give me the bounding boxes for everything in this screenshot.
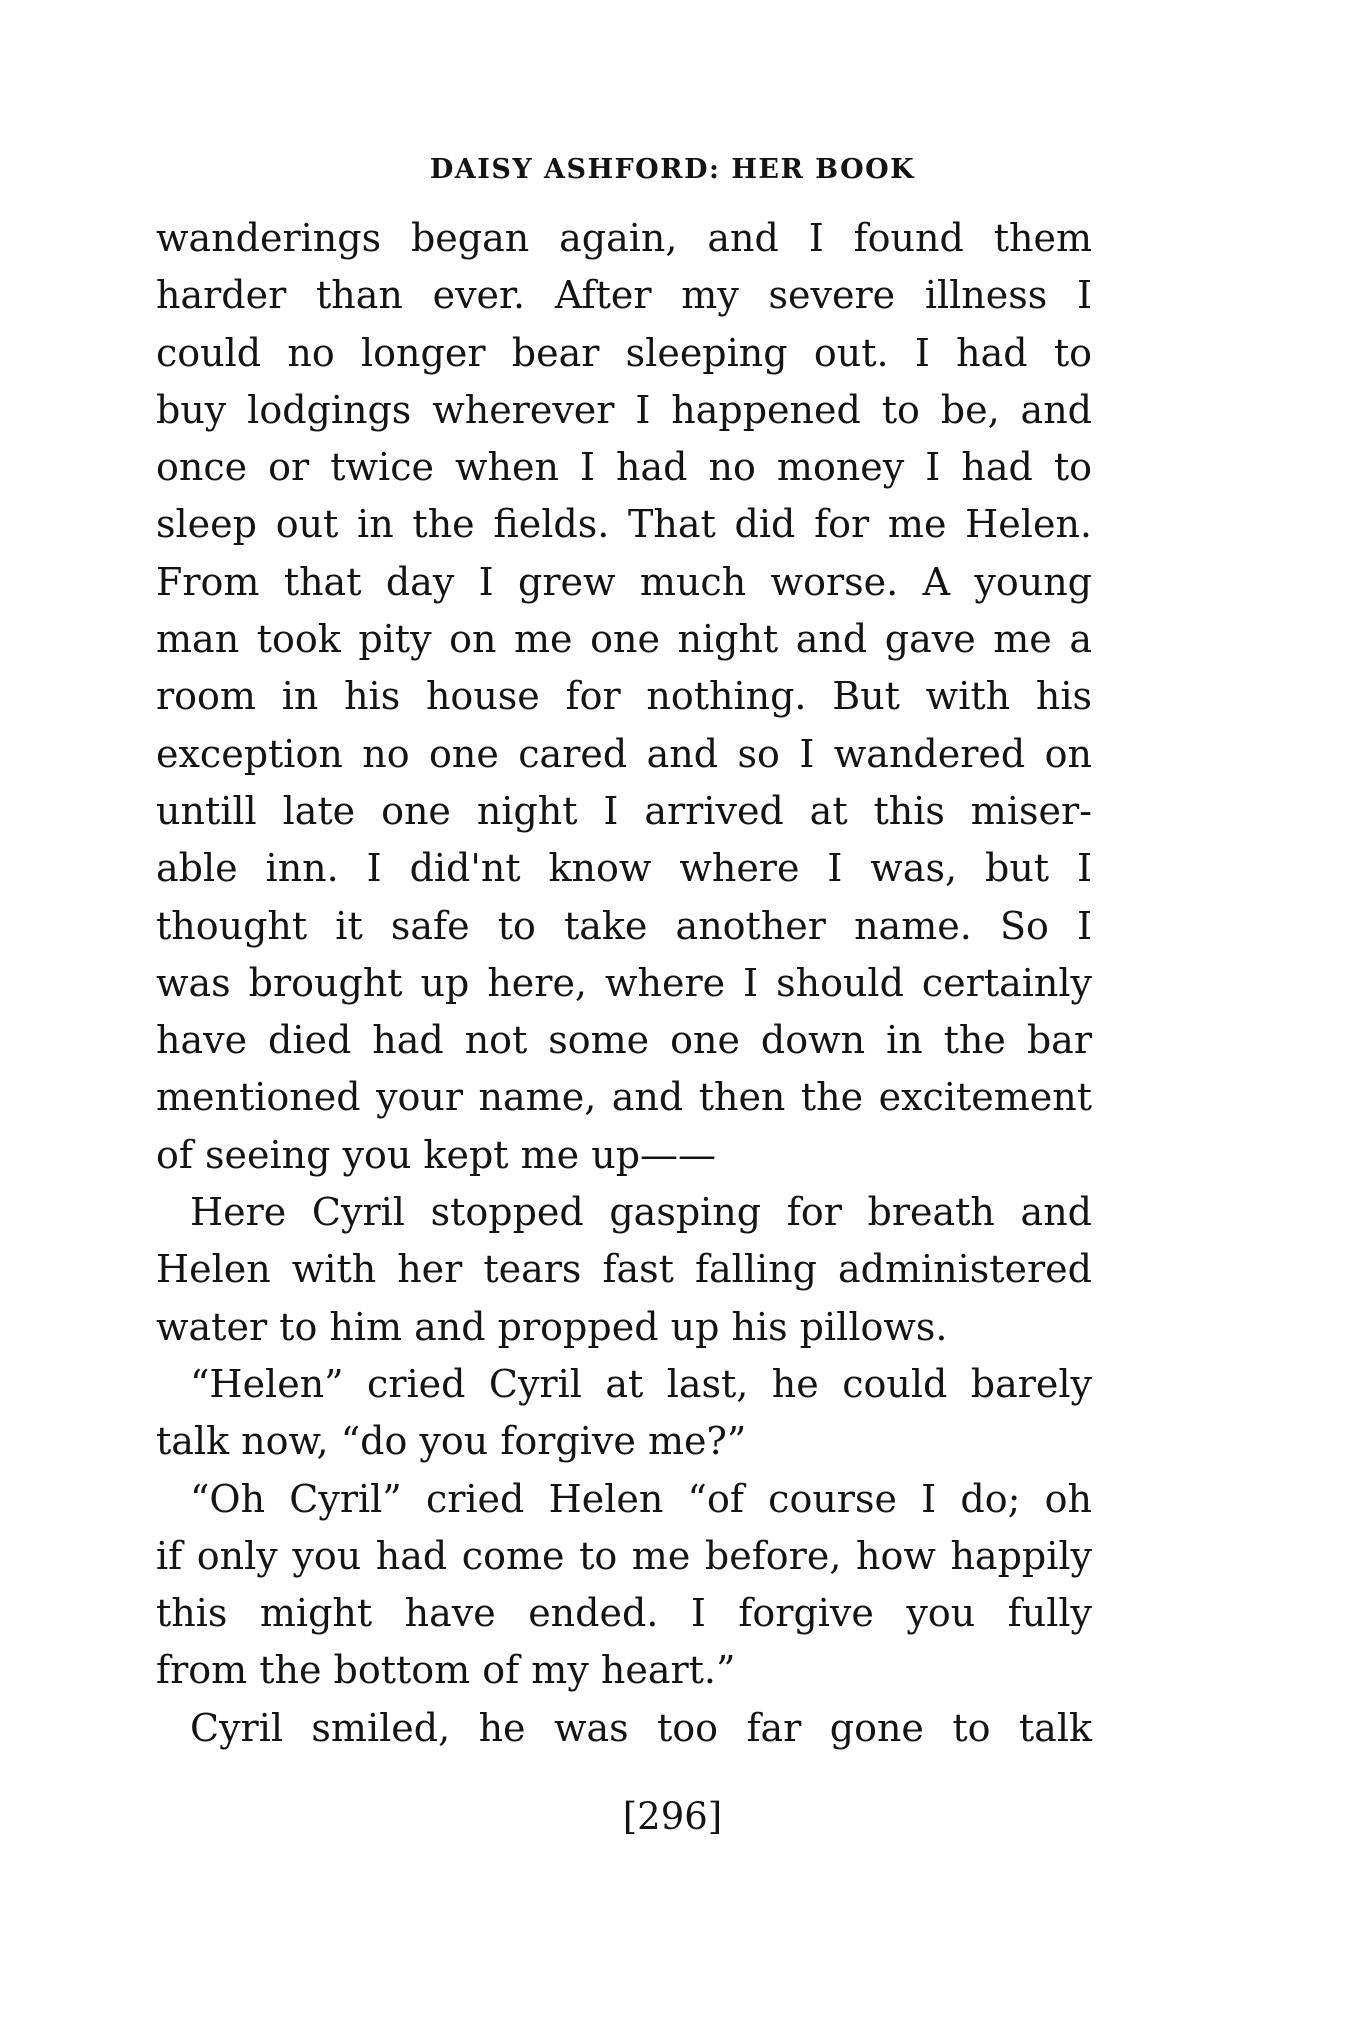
text-line: from the bottom of my heart.” [156, 1648, 736, 1693]
text-line: able inn. I did'nt know where I was, but I [156, 846, 1092, 891]
text-line: “Helen” cried Cyril at last, he could barely [190, 1361, 1092, 1406]
text-line: sleep out in the fields. That did for me Helen. [156, 502, 1092, 547]
text-line: have died had not some one down in the bar [156, 1018, 1092, 1063]
text-line: untill late one night I arrived at this miser- [156, 788, 1092, 833]
text-line: if only you had come to me before, how happily [156, 1533, 1092, 1578]
text-line: wanderings began again, and I found them [156, 216, 1092, 260]
text-line: once or twice when I had no money I had to [156, 445, 1092, 490]
text-line: mentioned your name, and then the excitement [156, 1075, 1092, 1120]
body-text [156, 210, 1092, 1757]
text-line: of seeing you kept me up—— [156, 1132, 717, 1177]
text-line: harder than ever. After my severe illness I [156, 273, 1092, 318]
text-line: exception no one cared and so I wandered on [156, 731, 1092, 776]
running-head: DAISY ASHFORD: HER BOOK [429, 154, 916, 185]
text-line: talk now, “do you forgive me?” [156, 1419, 747, 1464]
text-line: Cyril smiled, he was too far gone to talk [190, 1705, 1092, 1750]
text-line: “Oh Cyril” cried Helen “of course I do; oh [190, 1476, 1092, 1521]
text-line: room in his house for nothing. But with his [156, 674, 1092, 719]
text-line: this might have ended. I forgive you fully [156, 1591, 1092, 1636]
text-line: could no longer bear sleeping out. I had to [156, 330, 1092, 375]
page-number: [296] [622, 1795, 723, 1838]
text-line: was brought up here, where I should certainly [156, 960, 1092, 1005]
text-line: buy lodgings wherever I happened to be, and [156, 387, 1092, 432]
text-line: thought it safe to take another name. So I [156, 903, 1092, 948]
text-line: water to him and propped up his pillows. [156, 1304, 948, 1349]
text-line: Helen with her tears fast falling administered [156, 1247, 1092, 1292]
text-line: From that day I grew much worse. A young [156, 559, 1092, 604]
text-line: man took pity on me one night and gave me a [156, 617, 1092, 662]
text-line: Here Cyril stopped gasping for breath and [190, 1190, 1092, 1235]
